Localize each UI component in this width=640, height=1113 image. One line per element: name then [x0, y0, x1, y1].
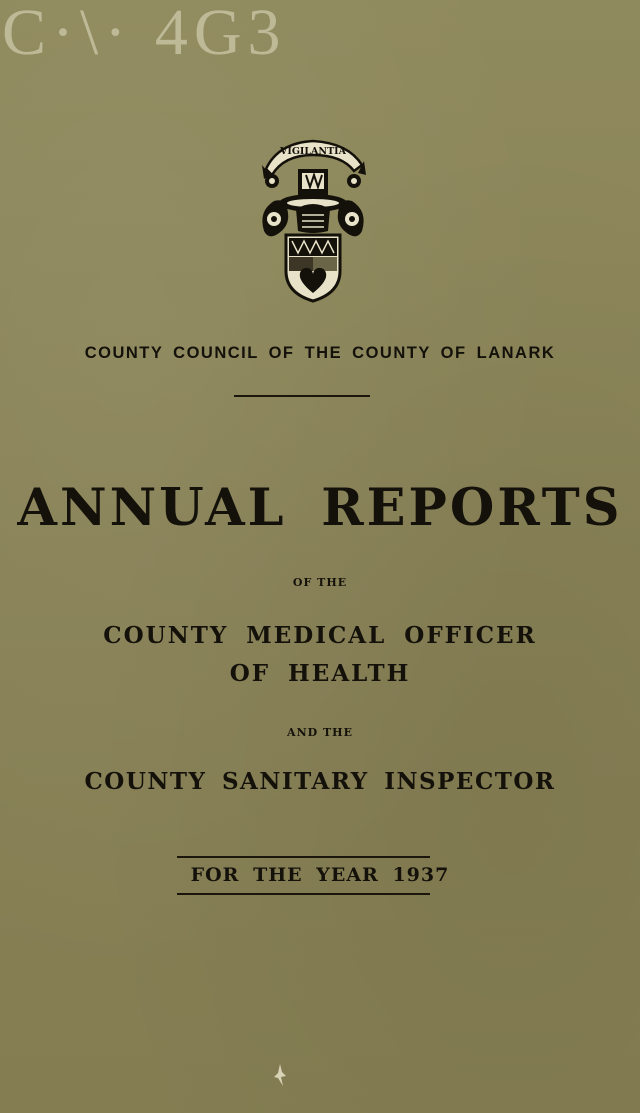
report-title: ANNUAL REPORTS — [17, 478, 623, 538]
year-rule-top — [177, 856, 430, 858]
divider-rule — [234, 395, 370, 397]
subtitle-medical-officer: COUNTY MEDICAL OFFICER — [103, 622, 537, 649]
report-year: FOR THE YEAR 1937 — [190, 864, 450, 886]
connector-and-the: AND THE — [287, 726, 353, 739]
library-shelfmark: C·\· 4G3 — [2, 0, 287, 69]
crest-motto: VIGILANTIA — [280, 146, 346, 157]
coat-of-arms-icon — [258, 135, 368, 305]
subtitle-of-health: OF HEALTH — [229, 660, 411, 687]
connector-of-the: OF THE — [292, 576, 348, 589]
subtitle-sanitary-inspector: COUNTY SANITARY INSPECTOR — [84, 768, 556, 795]
paper-blemish-icon — [274, 1064, 286, 1086]
year-rule-bottom — [177, 893, 430, 895]
council-heading: COUNTY COUNCIL OF THE COUNTY OF LANARK — [84, 344, 556, 362]
